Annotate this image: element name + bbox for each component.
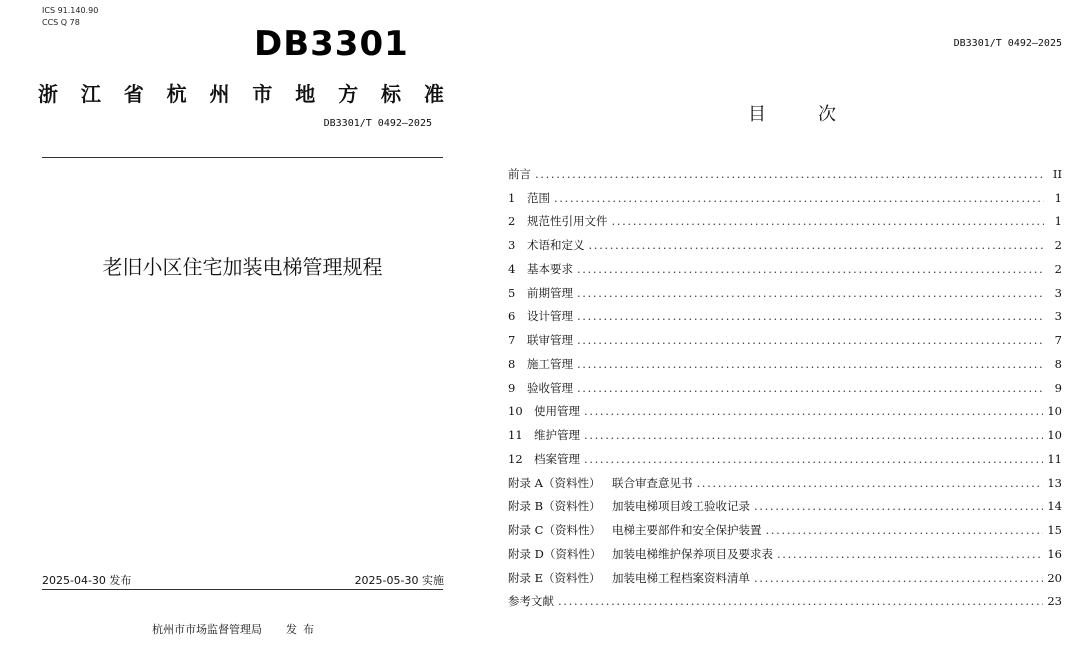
toc-section-number: 7 — [508, 333, 516, 348]
top-divider — [42, 157, 443, 158]
toc-entry-title: 基本要求 — [527, 261, 573, 276]
toc-entry[interactable] — [508, 233, 1062, 257]
toc-entry-title: 验收管理 — [527, 380, 573, 395]
toc-page-number: 15 — [1047, 523, 1062, 538]
toc-page-number: 16 — [1047, 546, 1062, 561]
toc-entry-title: 电梯主要部件和安全保护装置 — [612, 523, 762, 538]
toc-entry-title: 联审管理 — [527, 333, 573, 348]
toc-page-number: 3 — [1054, 309, 1062, 324]
toc-entry-title: 联合审查意见书 — [612, 475, 693, 490]
toc-entry-title: 前期管理 — [527, 285, 573, 300]
toc-leader-dots — [577, 262, 1044, 276]
bottom-divider — [42, 589, 443, 590]
toc-entry-title: 档案管理 — [534, 451, 580, 466]
header-code: DB3301/T 0492—2025 — [953, 38, 1062, 49]
toc-entry[interactable] — [508, 495, 1062, 519]
toc-entry[interactable] — [508, 423, 1062, 447]
toc-leader-dots — [577, 309, 1044, 323]
toc-leader-dots — [754, 571, 1043, 585]
toc-section-number: 4 — [508, 261, 516, 276]
toc-page-number: 7 — [1054, 333, 1062, 348]
toc-entry-title: 加装电梯工程档案资料清单 — [612, 570, 750, 585]
toc-page-number: 14 — [1047, 499, 1062, 514]
toc-entry-title: 加装电梯维护保养项目及要求表 — [612, 546, 773, 561]
toc-entry-title: 加装电梯项目竣工验收记录 — [612, 499, 750, 514]
document-title: 老旧小区住宅加装电梯管理规程 — [102, 255, 383, 279]
table-of-contents — [508, 162, 1062, 613]
toc-section-number: 1 — [508, 190, 516, 205]
toc-entry-title: 术语和定义 — [527, 238, 585, 253]
toc-leader-dots — [558, 594, 1043, 608]
toc-leader-dots — [589, 238, 1045, 252]
ics-code: ICS 91.140.90 — [42, 6, 99, 15]
toc-page-number: II — [1052, 166, 1062, 181]
toc-entry[interactable] — [508, 210, 1062, 234]
toc-appendix-label: 附录 C（资料性） — [508, 523, 601, 538]
toc-appendix-label: 附录 A（资料性） — [508, 475, 601, 490]
standard-level-char: 方 — [338, 82, 359, 106]
standard-level-char: 省 — [123, 82, 144, 106]
toc-page-number: 3 — [1054, 285, 1062, 300]
toc-page-number: 20 — [1047, 570, 1062, 585]
toc-leader-dots — [535, 167, 1044, 181]
toc-leader-dots — [584, 428, 1043, 442]
standard-level-title — [38, 78, 444, 107]
toc-page — [480, 0, 1080, 646]
toc-page-number: 1 — [1054, 214, 1062, 229]
ccs-code: CCS Q 78 — [42, 18, 80, 27]
toc-entry-title: 使用管理 — [534, 404, 580, 419]
toc-section-number: 2 — [508, 214, 516, 229]
toc-heading: 目次 — [748, 104, 888, 125]
effective-date: 2025-05-30 实施 — [354, 574, 444, 587]
toc-page-number: 10 — [1047, 404, 1062, 419]
toc-entry-title: 施工管理 — [527, 356, 573, 371]
standard-level-char: 标 — [381, 82, 401, 106]
publisher-line — [152, 621, 320, 637]
toc-leader-dots — [554, 191, 1044, 205]
toc-entry-title: 参考文献 — [508, 594, 554, 609]
toc-entry-title: 范围 — [527, 190, 550, 205]
toc-leader-dots — [754, 499, 1043, 513]
toc-section-number: 9 — [508, 380, 516, 395]
toc-page-number: 2 — [1054, 238, 1062, 253]
toc-section-number: 10 — [508, 404, 523, 419]
standard-level-char: 准 — [423, 82, 444, 106]
toc-entry[interactable] — [508, 566, 1062, 590]
toc-page-number: 23 — [1047, 594, 1062, 609]
toc-leader-dots — [584, 452, 1043, 466]
standard-level-char: 浙 — [38, 82, 58, 106]
toc-leader-dots — [577, 357, 1044, 371]
toc-section-number: 8 — [508, 356, 516, 371]
toc-section-number: 12 — [508, 451, 523, 466]
toc-leader-dots — [766, 523, 1044, 537]
toc-leader-dots — [612, 214, 1045, 228]
publisher-name: 杭州市市场监督管理局 — [152, 623, 262, 636]
standard-level-char: 江 — [80, 82, 101, 106]
toc-entry[interactable] — [508, 471, 1062, 495]
toc-entry[interactable] — [508, 542, 1062, 566]
toc-page-number: 10 — [1047, 428, 1062, 443]
toc-entry[interactable] — [508, 328, 1062, 352]
toc-entry-title: 规范性引用文件 — [527, 214, 608, 229]
toc-appendix-label: 附录 E（资料性） — [508, 570, 601, 585]
toc-appendix-label: 附录 D（资料性） — [508, 546, 602, 561]
toc-section-number: 5 — [508, 285, 516, 300]
toc-entry[interactable] — [508, 257, 1062, 281]
toc-entry-title: 维护管理 — [534, 428, 580, 443]
standard-level-char: 杭 — [166, 82, 187, 106]
standard-code: DB3301/T 0492—2025 — [323, 118, 432, 129]
toc-entry[interactable] — [508, 447, 1062, 471]
db-logo: DB3301 — [254, 24, 409, 64]
toc-entry[interactable] — [508, 305, 1062, 329]
toc-entry[interactable] — [508, 186, 1062, 210]
cover-page — [0, 0, 480, 646]
toc-page-number: 9 — [1054, 380, 1062, 395]
toc-entry[interactable] — [508, 518, 1062, 542]
toc-page-number: 1 — [1054, 190, 1062, 205]
publish-date: 2025-04-30 发布 — [42, 574, 132, 587]
toc-entry[interactable] — [508, 376, 1062, 400]
toc-section-number: 11 — [508, 428, 523, 443]
toc-section-number: 3 — [508, 238, 516, 253]
toc-leader-dots — [777, 547, 1043, 561]
toc-entry-title: 前言 — [508, 166, 531, 181]
standard-level-char: 地 — [295, 82, 316, 106]
toc-section-number: 6 — [508, 309, 516, 324]
toc-leader-dots — [577, 333, 1044, 347]
toc-entry[interactable] — [508, 162, 1062, 186]
toc-page-number: 13 — [1047, 475, 1062, 490]
toc-leader-dots — [584, 404, 1043, 418]
standard-level-char: 州 — [209, 82, 230, 106]
toc-entry[interactable] — [508, 590, 1062, 614]
toc-entry[interactable] — [508, 281, 1062, 305]
publish-action: 发布 — [286, 623, 320, 636]
toc-entry[interactable] — [508, 352, 1062, 376]
toc-leader-dots — [697, 476, 1044, 490]
toc-entry[interactable] — [508, 400, 1062, 424]
toc-entry-title: 设计管理 — [527, 309, 573, 324]
standard-level-char: 市 — [252, 82, 273, 106]
toc-leader-dots — [577, 286, 1044, 300]
toc-leader-dots — [577, 381, 1044, 395]
toc-page-number: 11 — [1047, 451, 1062, 466]
toc-appendix-label: 附录 B（资料性） — [508, 499, 601, 514]
toc-page-number: 2 — [1054, 261, 1062, 276]
toc-page-number: 8 — [1054, 356, 1062, 371]
